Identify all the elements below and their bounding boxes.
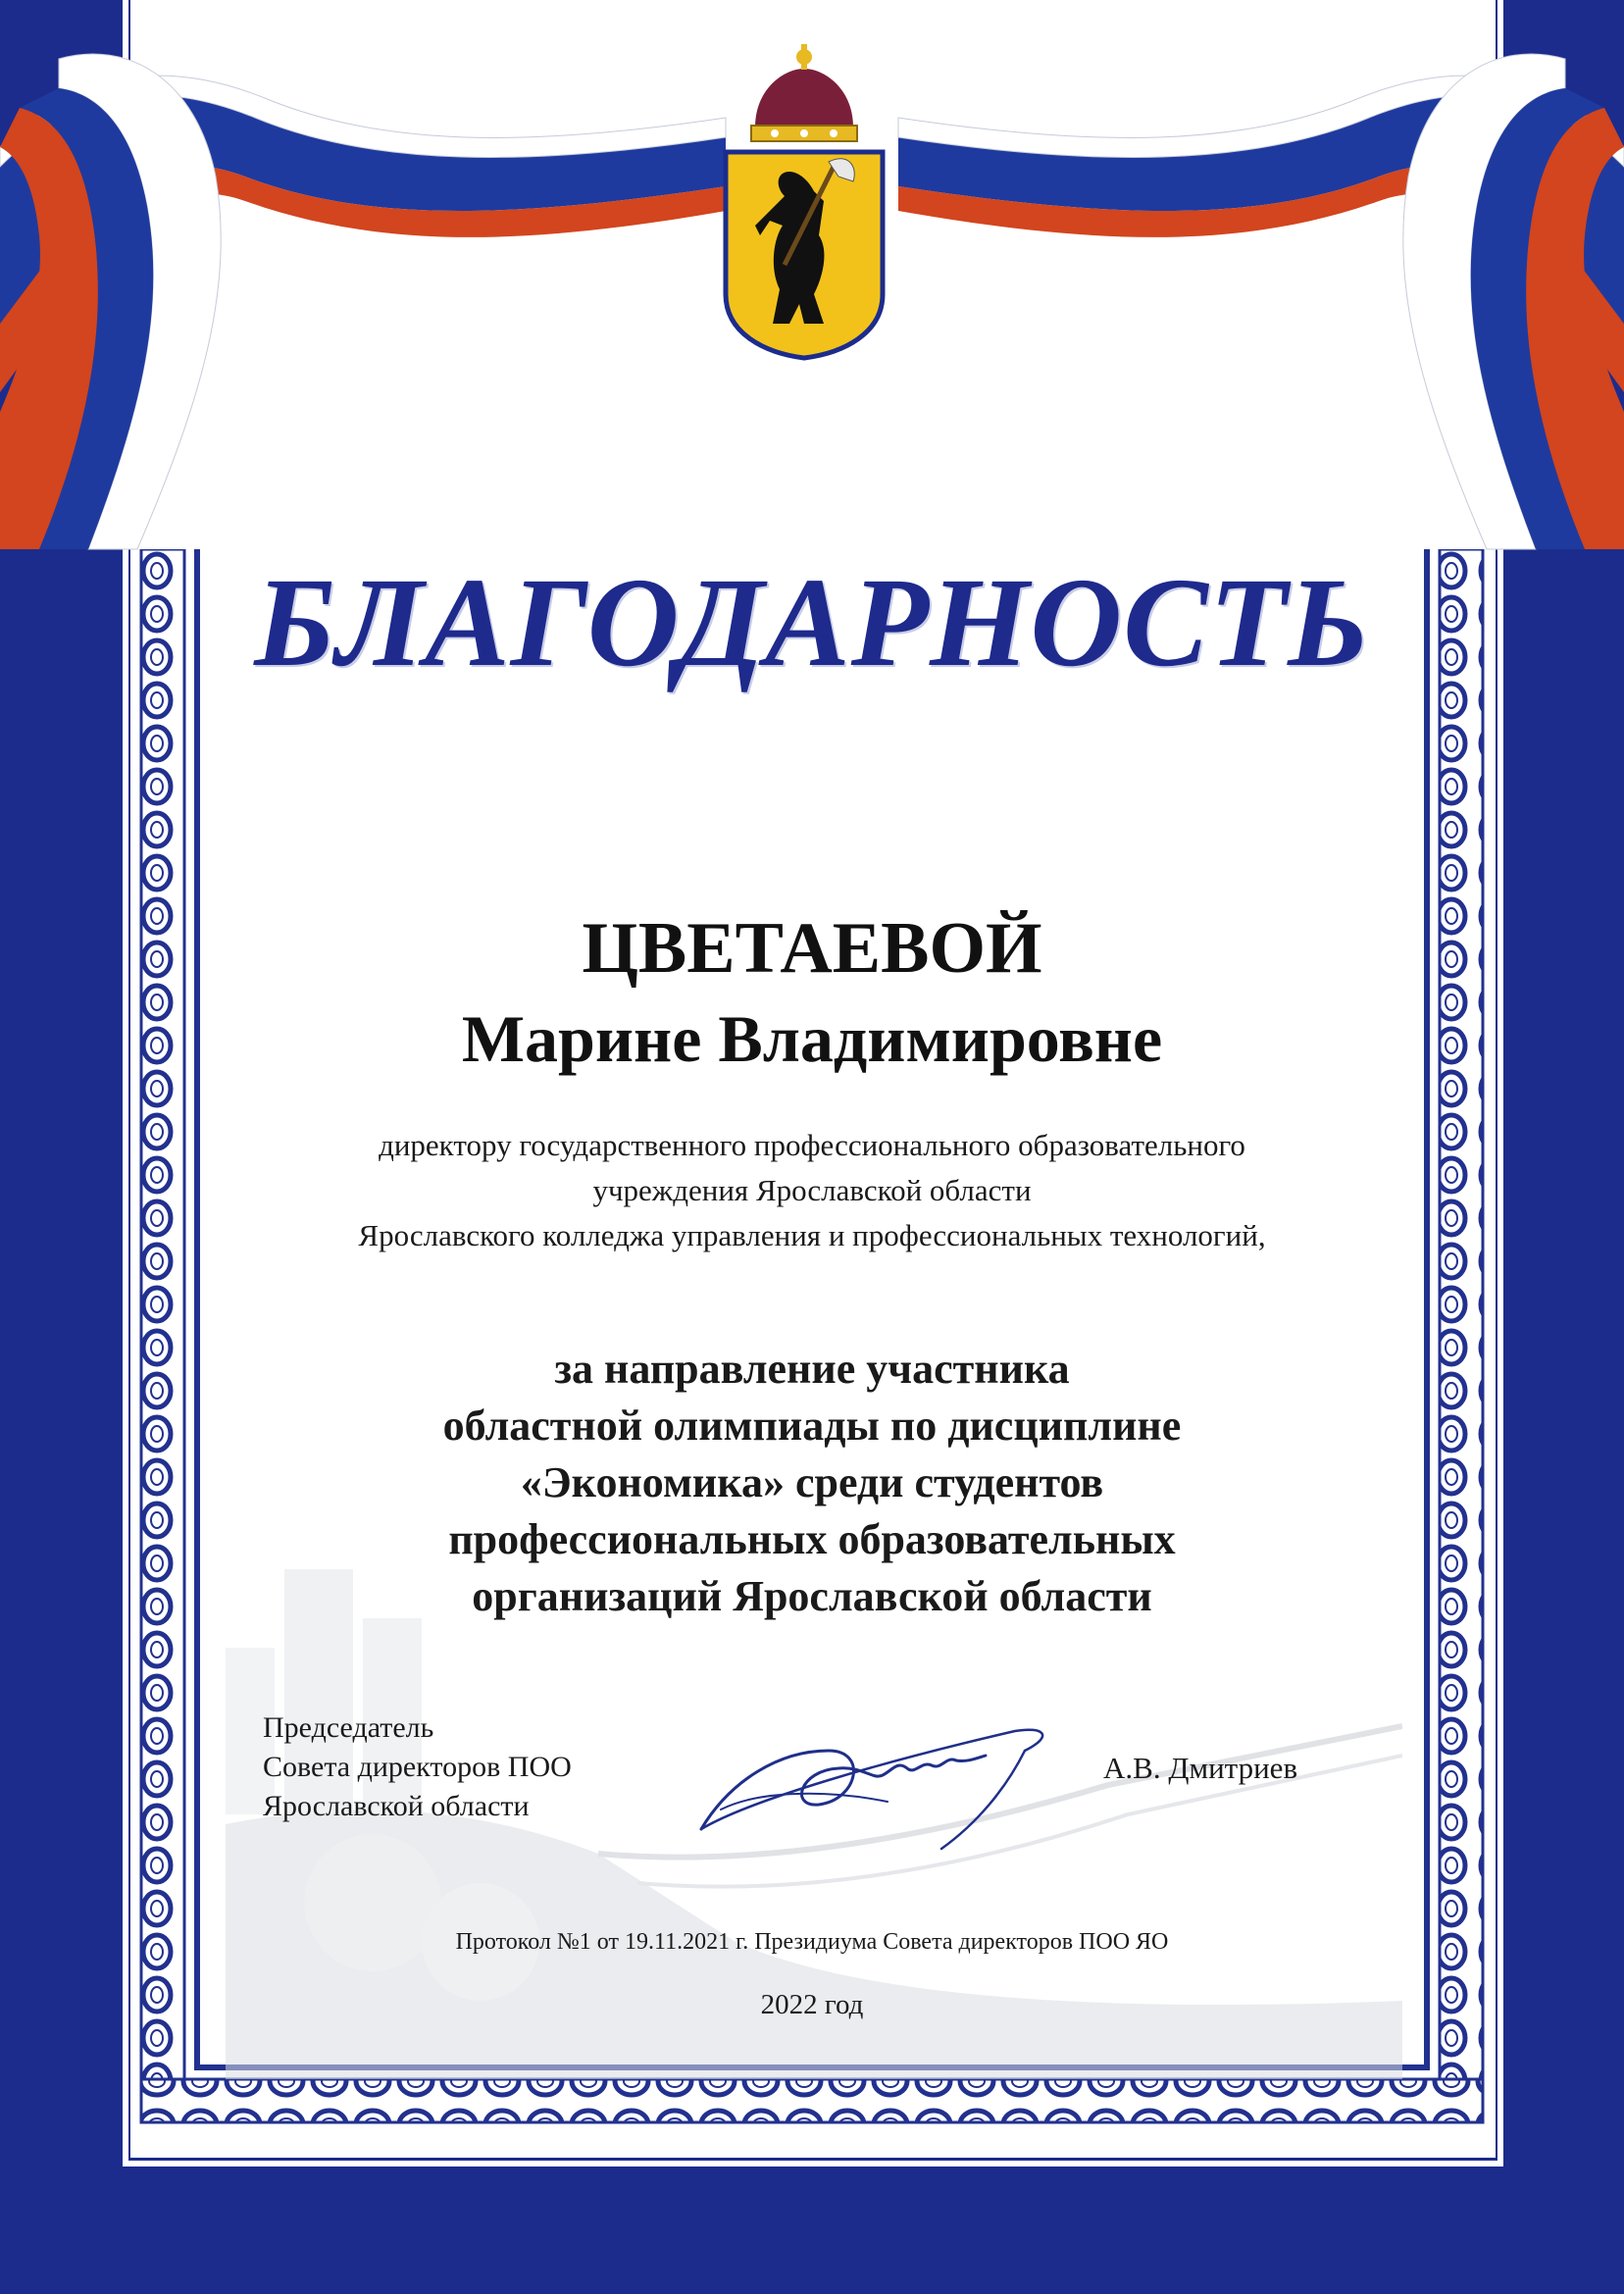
signatory-title-line: Ярославской области (263, 1790, 530, 1822)
reason-line: профессиональных образовательных (448, 1515, 1176, 1563)
signatory-name: А.В. Дмитриев (1103, 1751, 1298, 1785)
reason-line: «Экономика» среди студентов (520, 1458, 1104, 1506)
protocol-note: Протокол №1 от 19.11.2021 г. Президиума Совета директоров ПОО ЯО (455, 1929, 1169, 1955)
recipient-position (0, 1123, 1624, 1258)
signatory-title-line: Председатель (263, 1711, 434, 1744)
certificate-year: 2022 год (760, 1989, 864, 2020)
position-line: учреждения Ярославской области (592, 1173, 1032, 1207)
reason-line: организаций Ярославской области (472, 1572, 1152, 1620)
award-reason (0, 1341, 1624, 1625)
recipient-surname: ЦВЕТАЕВОЙ (582, 908, 1042, 989)
yaroslavl-coat-of-arms-icon (716, 39, 892, 363)
recipient-name: Марине Владимировне (461, 1001, 1163, 1076)
reason-line: областной олимпиады по дисциплине (442, 1402, 1182, 1450)
reason-line: за направление участника (554, 1345, 1070, 1393)
position-line: Ярославского колледжа управления и профессиональных технологий, (358, 1218, 1266, 1252)
certificate-title: БЛАГОДАРНОСТЬ (254, 552, 1370, 693)
signatory-title-line: Совета директоров ПОО (263, 1751, 572, 1783)
signature-icon (691, 1692, 1064, 1859)
position-line: директору государственного профессионального образовательного (379, 1128, 1245, 1162)
signatory-title (263, 1708, 753, 1826)
